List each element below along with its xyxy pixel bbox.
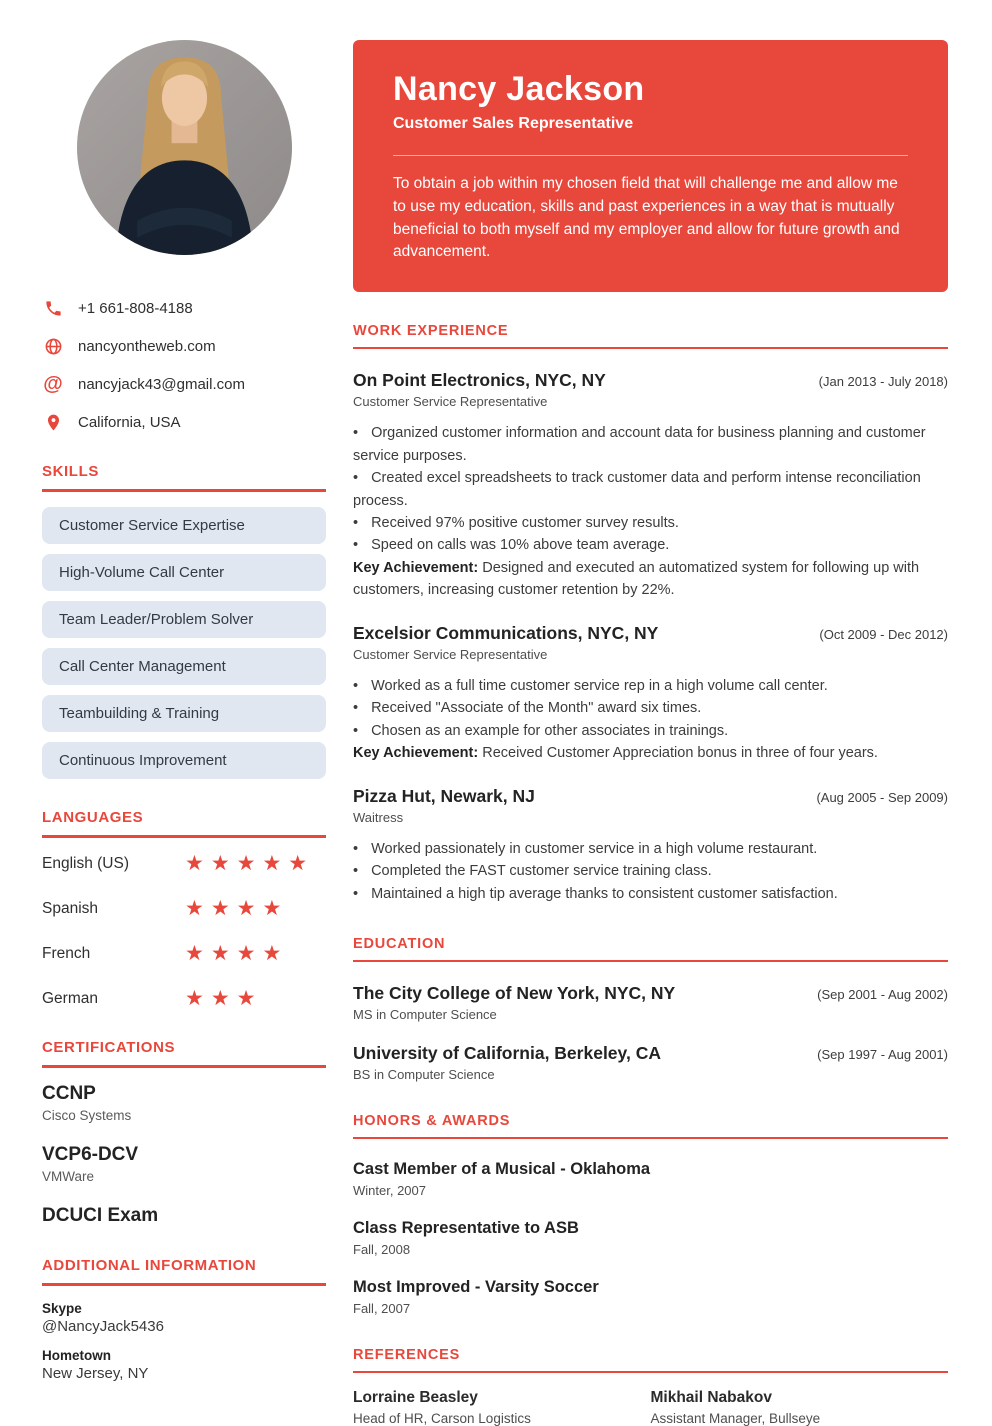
education-section: [353, 936, 948, 1082]
skill-pill: Customer Service Expertise: [42, 507, 326, 544]
job-entry: [353, 370, 948, 602]
star-rating: ★★★★: [185, 942, 289, 965]
contact-email-row: [42, 373, 326, 395]
references-section: [353, 1347, 948, 1426]
job-dates: (Oct 2009 - Dec 2012): [819, 626, 948, 642]
job-role: Customer Service Representative: [353, 646, 548, 662]
language-name: French: [42, 944, 91, 962]
honors-section: [353, 1113, 948, 1316]
certification-name: DCUCI Exam: [42, 1205, 159, 1226]
school-name: The City College of New York, NYC, NY: [353, 983, 676, 1004]
reference-name: Lorraine Beasley: [353, 1389, 478, 1407]
job-company: Excelsior Communications, NYC, NY: [353, 622, 659, 643]
language-name: German: [42, 989, 98, 1007]
certification-org: Cisco Systems: [42, 1108, 132, 1123]
language-name: English (US): [42, 854, 129, 872]
header-card: [353, 40, 948, 292]
reference-name: Mikhail Nabakov: [650, 1389, 772, 1407]
additional-info-item: [42, 1301, 326, 1335]
contact-phone-row: [42, 297, 326, 319]
award-entry: [353, 1278, 948, 1316]
language-row: [42, 853, 326, 874]
contact-website-row: [42, 335, 326, 357]
phone-icon: [42, 297, 64, 319]
award-date: Fall, 2007: [353, 1301, 411, 1317]
star-rating: ★★★★: [185, 897, 289, 920]
globe-icon: [42, 335, 64, 357]
job-role: Waitress: [353, 809, 404, 825]
skill-pill: Teambuilding & Training: [42, 695, 326, 732]
objective-text: To obtain a job within my chosen field that will challenge me and allow me to use my education, skills and past experiences in a way that is mutually beneficial to both myself and my employer and allow for future growth and advancement.: [393, 175, 900, 261]
profile-photo: [77, 40, 292, 255]
award-name: Cast Member of a Musical - Oklahoma: [353, 1160, 651, 1179]
additional-info-section: [42, 1257, 326, 1382]
reference-role: Assistant Manager, Bullseye: [650, 1411, 821, 1426]
star-rating: ★★★: [185, 987, 263, 1010]
map-pin-icon: [42, 411, 64, 433]
additional-info-heading: ADDITIONAL INFORMATION: [42, 1257, 326, 1286]
work-experience-heading: WORK EXPERIENCE: [353, 323, 948, 349]
email: nancyjack43@gmail.com: [78, 375, 245, 393]
degree: MS in Computer Science: [353, 1007, 497, 1023]
contact-location-row: [42, 411, 326, 433]
certification-org: VMWare: [42, 1169, 95, 1184]
job-role: Customer Service Representative: [353, 394, 548, 410]
award-entry: [353, 1160, 948, 1198]
job-bullet: • Speed on calls was 10% above team average.: [353, 537, 670, 554]
award-date: Fall, 2008: [353, 1242, 411, 1258]
certification-item: [42, 1144, 326, 1184]
reference-role: Head of HR, Carson Logistics: [353, 1411, 531, 1426]
honors-heading: HONORS & AWARDS: [353, 1113, 948, 1139]
additional-info-value: @NancyJack5436: [42, 1318, 164, 1335]
job-bullet: • Completed the FAST customer service training class.: [353, 863, 712, 880]
references-heading: REFERENCES: [353, 1347, 948, 1373]
job-bullet: • Worked passionately in customer service in a high volume restaurant.: [353, 840, 818, 857]
skills-section: [42, 463, 326, 779]
school-dates: (Sep 2001 - Aug 2002): [817, 987, 948, 1003]
award-date: Winter, 2007: [353, 1183, 426, 1199]
at-icon: @: [43, 373, 63, 395]
person-job-title: Customer Sales Representative: [393, 115, 634, 132]
job-dates: (Aug 2005 - Sep 2009): [816, 789, 948, 805]
header-divider: [393, 155, 908, 156]
person-name: Nancy Jackson: [393, 70, 645, 108]
education-heading: EDUCATION: [353, 936, 948, 962]
languages-heading: LANGUAGES: [42, 809, 326, 838]
education-entry: [353, 983, 948, 1022]
additional-info-label: Skype: [42, 1301, 82, 1316]
star-rating: ★★★★★: [185, 852, 315, 875]
job-bullet: • Created excel spreadsheets to track customer data and perform intense reconciliation process.: [353, 470, 921, 509]
job-bullet: • Received 97% positive customer survey results.: [353, 515, 679, 531]
job-entry: [353, 786, 948, 905]
job-entry: [353, 623, 948, 765]
certification-item: [42, 1205, 326, 1227]
skill-pill: High-Volume Call Center: [42, 554, 326, 591]
certification-name: CCNP: [42, 1083, 96, 1104]
job-dates: (Jan 2013 - July 2018): [818, 374, 948, 390]
education-entry: [353, 1043, 948, 1082]
skills-heading: SKILLS: [42, 463, 326, 492]
main-column: [353, 40, 948, 1426]
school-dates: (Sep 1997 - Aug 2001): [817, 1047, 948, 1063]
job-bullet: • Chosen as an example for other associates in trainings.: [353, 722, 729, 739]
language-row: [42, 943, 326, 964]
job-bullet: • Received "Associate of the Month" award six times.: [353, 700, 702, 717]
work-experience-section: [353, 323, 948, 905]
language-row: [42, 988, 326, 1009]
job-bullet: • Organized customer information and account data for business planning and customer service purposes.: [353, 425, 926, 464]
job-bullet: • Maintained a high tip average thanks to consistent customer satisfaction.: [353, 885, 838, 902]
job-key-achievement: Key Achievement: Received Customer Appreciation bonus in three of four years.: [353, 745, 878, 762]
skill-pill: Continuous Improvement: [42, 742, 326, 779]
certification-item: [42, 1083, 326, 1123]
language-row: [42, 898, 326, 919]
job-bullet: • Worked as a full time customer service rep in a high volume call center.: [353, 677, 828, 694]
certifications-section: [42, 1039, 326, 1227]
job-company: Pizza Hut, Newark, NJ: [353, 785, 535, 806]
additional-info-label: Hometown: [42, 1348, 111, 1363]
certification-name: VCP6-DCV: [42, 1144, 139, 1165]
job-key-achievement: Key Achievement: Designed and executed an automatized system for following up with customers, increasing customer retention by 22%.: [353, 559, 920, 599]
website: nancyontheweb.com: [78, 337, 216, 355]
certifications-heading: CERTIFICATIONS: [42, 1039, 326, 1068]
skill-pill: Call Center Management: [42, 648, 326, 685]
language-name: Spanish: [42, 899, 99, 917]
reference-entry: [651, 1389, 949, 1426]
sidebar: [42, 40, 326, 1404]
award-name: Most Improved - Varsity Soccer: [353, 1278, 599, 1297]
school-name: University of California, Berkeley, CA: [353, 1043, 661, 1064]
job-company: On Point Electronics, NYC, NY: [353, 370, 606, 391]
phone-number: +1 661-808-4188: [78, 299, 193, 317]
additional-info-value: New Jersey, NY: [42, 1365, 149, 1382]
reference-entry: [353, 1389, 651, 1426]
skill-pill: Team Leader/Problem Solver: [42, 601, 326, 638]
languages-section: [42, 809, 326, 1009]
award-name: Class Representative to ASB: [353, 1219, 579, 1238]
degree: BS in Computer Science: [353, 1067, 495, 1083]
location: California, USA: [78, 413, 181, 431]
award-entry: [353, 1219, 948, 1257]
additional-info-item: [42, 1348, 326, 1382]
